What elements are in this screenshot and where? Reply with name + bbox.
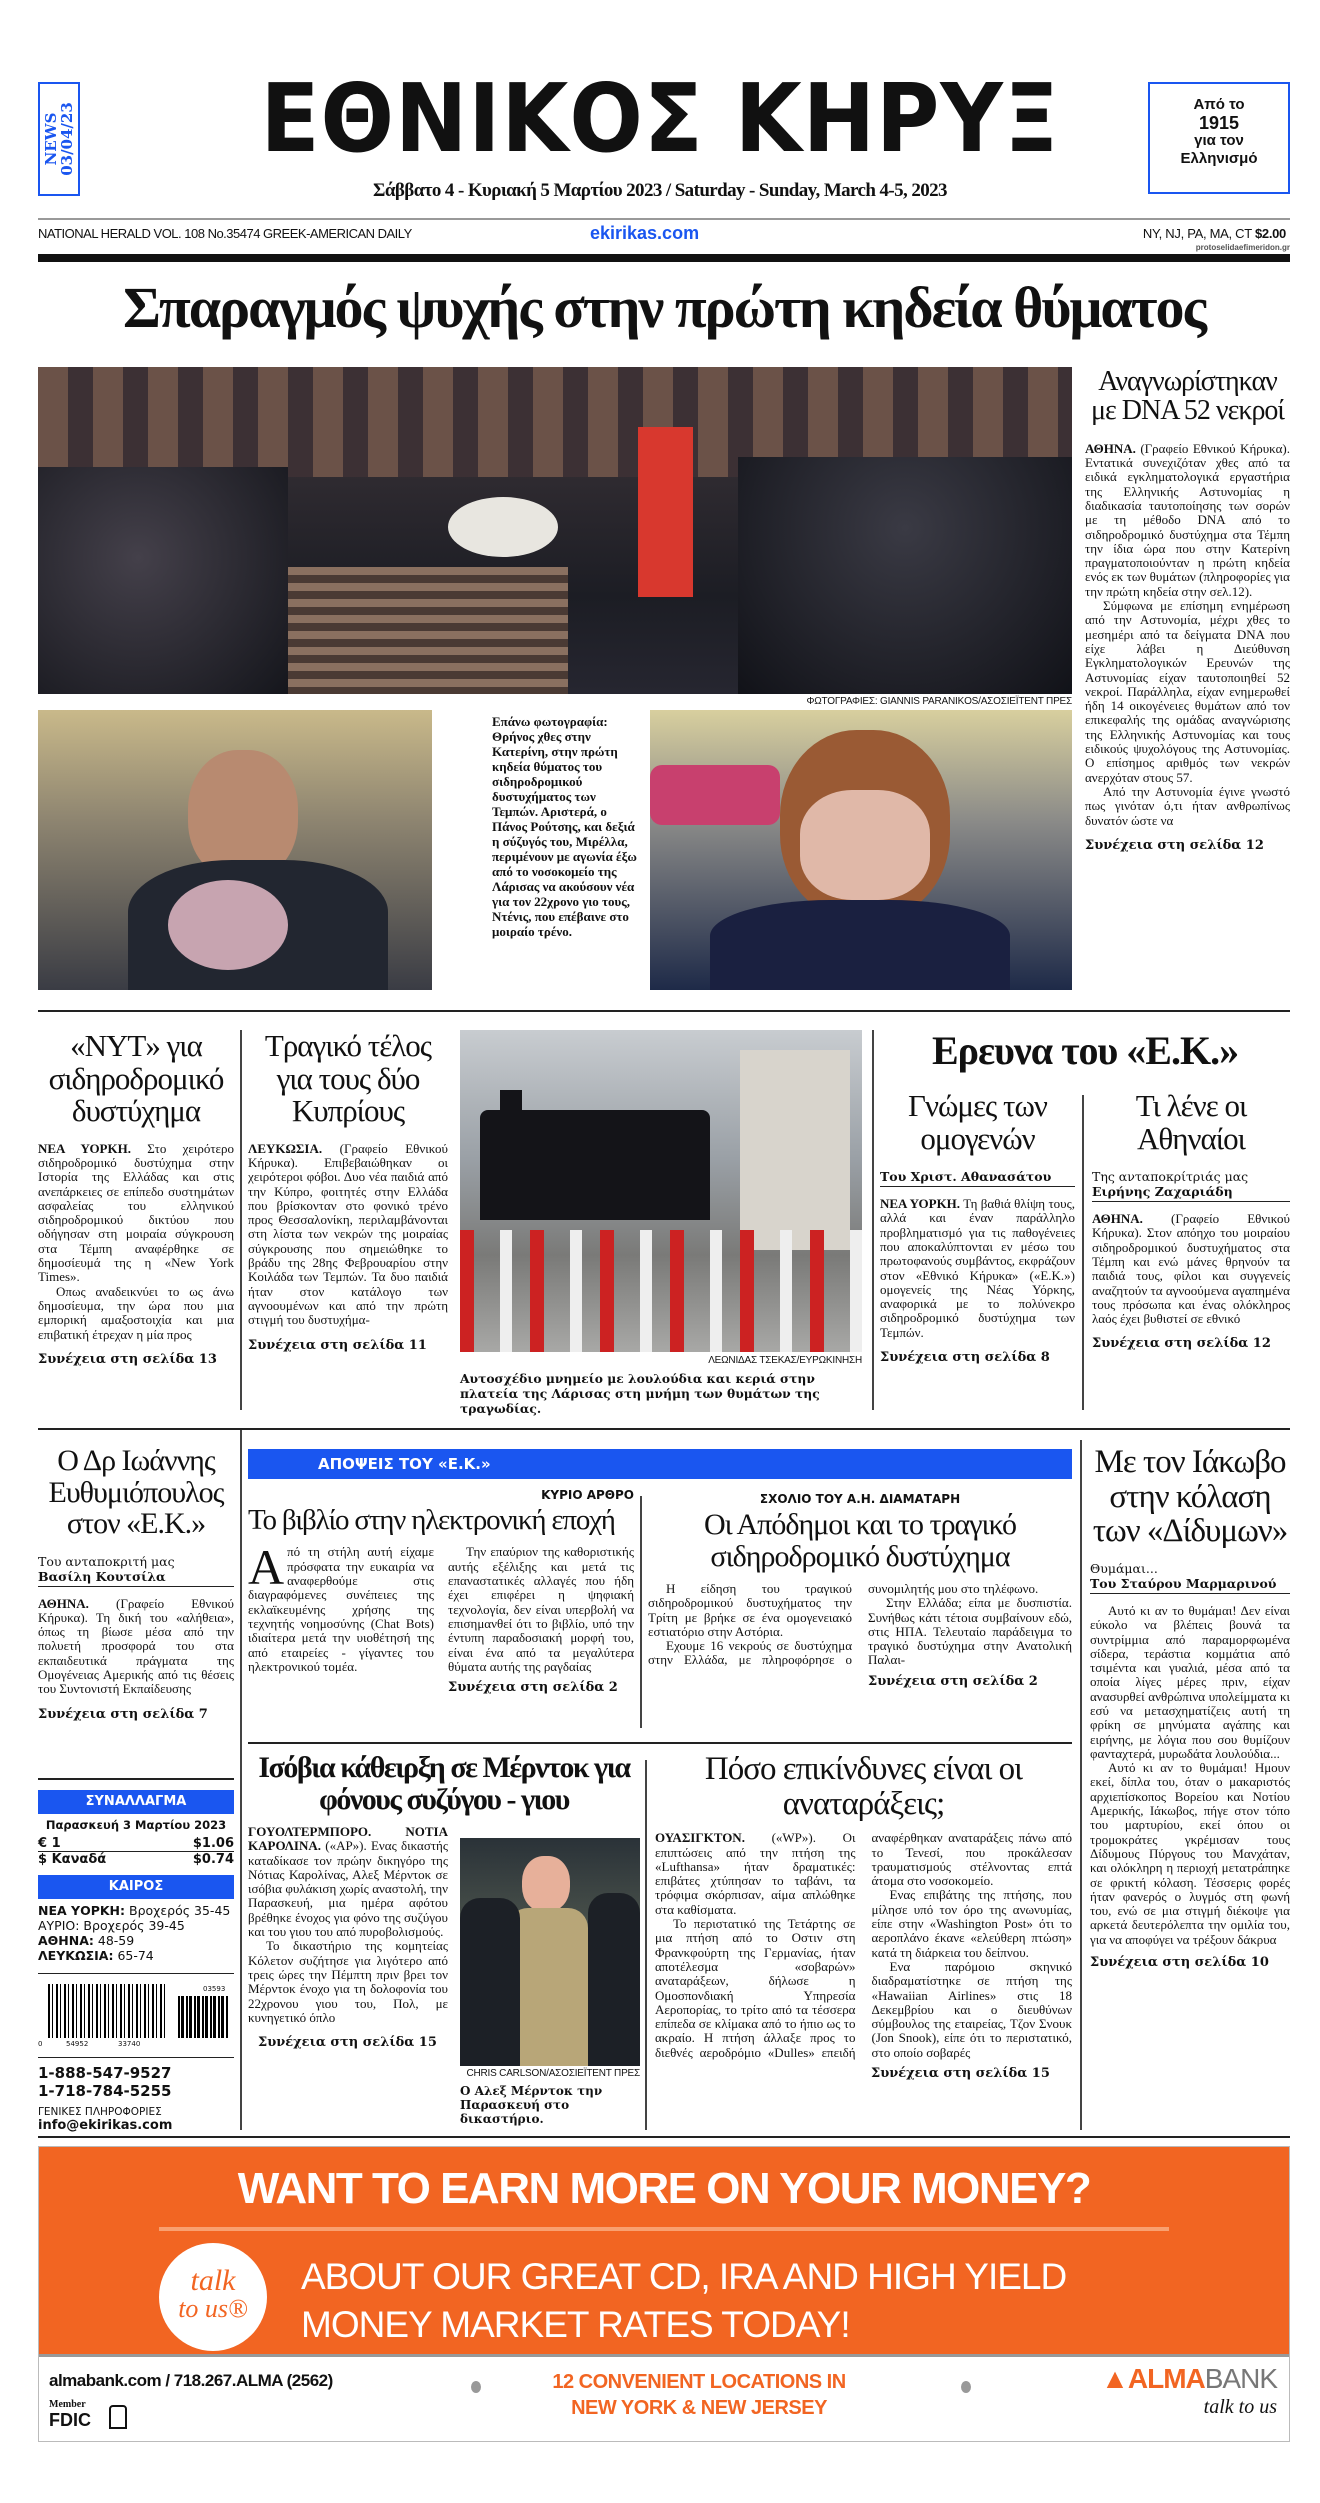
cypriots-headline: Τραγικό τέλος για τους δύο Κυπρίους	[264, 1028, 432, 1129]
paragraph: (Γραφείο Εθνικού Κήρυκα). Τη δική του «αλήθεια», όπως τη βίωσε μέσα από την πολυετή προσφορά του στα εκπαιδευτικά πράγματα της Ομογένειας Αμερικής από τις θέσεις του Συντονιστή Εκπαίδευσης	[38, 1595, 234, 1697]
memorial-caption: Αυτοσχέδιο μνημείο με λουλούδια και κεριά στην πλατεία της Λάρισας στη μνήμη των θυμάτων της τραγωδίας.	[460, 1371, 820, 1416]
city: ΝΕΑ ΥΟΡΚΗ:	[38, 1903, 126, 1918]
volume-info: NATIONAL HERALD VOL. 108 No.35474 GREEK-AMERICAN DAILY	[38, 226, 412, 241]
divider	[38, 1428, 1290, 1430]
paragraph: Το περιστατικό της Τετάρτης σε μια πτήση από το Οστιν στη Φρανκφούρτη της Γερμανίας, ήταν αποτέλεσμα «σοβαρών» αναταράξεων, δήλωσε η Ομοσπονδιακή Υπηρεσία Αεροπορίας, το τρίτο από τα τέσσερα επίπεδα σε κλίμακα από το ήπιο ως το ακραίο. Η πτήση άλλαξε προς το διεθνές αεροδρόμιο «Dulles» επειδή αναφέρθηκαν αναταράξεις πάνω από το Τενεσί, που προκάλεσαν τραυματισμούς στέλνοντας επτά άτομα στο νοσοκομείο.	[655, 1830, 1072, 2060]
alma-bank-logo	[1101, 2363, 1277, 2419]
rate-label: € 1	[38, 1836, 61, 1851]
ad-contact[interactable]: almabank.com / 718.267.ALMA (2562)	[49, 2371, 333, 2390]
column-rule	[240, 1430, 242, 2130]
badge-text: to us®	[178, 2294, 248, 2323]
continued-link[interactable]: Συνέχεια στη σελίδα 15	[258, 2035, 437, 2051]
weather-list	[38, 1903, 234, 1963]
rates-list	[38, 1836, 234, 1867]
phone[interactable]: 1-718-784-5255	[38, 2082, 172, 2100]
forecast: ΑΥΡΙΟ: Βροχερός 39-45	[38, 1918, 185, 1933]
bullet-icon	[961, 2381, 971, 2393]
murdaugh-headline: Ισόβια κάθειρξη σε Μέρντοκ για φόνους συζύγου - γιου	[258, 1751, 630, 1816]
badge-text: talk	[190, 2264, 236, 2297]
forecast: 48-59	[97, 1933, 135, 1948]
survey-left-body	[880, 1197, 1075, 1340]
photo-credit: CHRIS CARLSON/ΑΣΟΣΙΕΪΤΕΝΤ ΠΡΕΣ	[466, 2068, 640, 2079]
turbulence-body	[655, 1831, 1072, 2060]
column-rule	[1080, 1440, 1082, 2130]
divider	[248, 1742, 1072, 1744]
divider	[38, 1010, 1290, 1012]
ad-orange-panel	[39, 2147, 1289, 2357]
author: Του Χριστ. Αθανασάτου	[880, 1169, 1052, 1185]
continued-link[interactable]: Συνέχεια στη σελίδα 15	[871, 2066, 1050, 2082]
date-line: Σάββατο 4 - Κυριακή 5 Μαρτίου 2023 / Saturday - Sunday, March 4-5, 2023	[373, 180, 947, 201]
paragraph: Στο χειρότερο σιδηροδρομικό δυστύχημα στην Ιστορία της Ελλάδας και στις ανεπάρκειες σε επίπεδο συστημάτων ασφαλείας του ελληνικού σιδηροδρομικού δικτύου που οδήγησαν στη μοιραία σύγκρουση στα Τέμπη αναφέρθηκε σε δημοσίευμά της η «New York Times».	[38, 1140, 234, 1285]
paragraph: Ενας επιβάτης της πτήσης, που μίλησε υπό τον όρο της ανωνυμίας, είπε στην «Washington Post» ότι το αεροπλάνο έκανε «ελεύθερη πτώση» κατά τη διάρκεια του δείπνου.	[871, 1887, 1072, 1960]
dateline: ΟΥΑΣΙΓΚΤΟΝ.	[655, 1830, 745, 1846]
memorial-photo	[460, 1030, 862, 1352]
nyt-story	[38, 1030, 234, 1367]
drop-cap: Α	[248, 1539, 285, 1596]
column-rule	[240, 1030, 242, 1410]
ad-body-line: ABOUT OUR GREAT CD, IRA AND HIGH YIELD	[301, 2256, 1067, 2297]
weather-row	[38, 1948, 234, 1963]
turbulence-headline: Πόσο επικίνδυνες είναι οι αναταράξεις;	[704, 1751, 1023, 1822]
weather-row	[38, 1933, 234, 1948]
author: Βασίλη Κουτσίλα	[38, 1568, 166, 1584]
forecast: 65-74	[117, 1948, 154, 1963]
price: $2.00	[1254, 226, 1286, 241]
father-photo	[38, 710, 432, 990]
paragraph: Εχουμε 16 νεκρούς σε δυστύχημα στην Ελλάδα, με πληροφόρησε ο συνομιλητής μου στο τηλέφωνο.	[648, 1581, 1039, 1668]
exchange-date: Παρασκευή 3 Μαρτίου 2023	[45, 1818, 227, 1832]
dateline: ΝΕΑ ΥΟΡΚΗ.	[38, 1140, 131, 1156]
dna-body	[1085, 442, 1290, 828]
continued-link[interactable]: Συνέχεια στη σελίδα 10	[1090, 1955, 1269, 1971]
photo-credit: ΦΩΤΟΓΡΑΦΙΕΣ: GIANNIS PARANIKOS/ΑΣΟΣΙΕΪΤΕΝΤ ΠΡΕΣ	[806, 696, 1072, 707]
divider	[38, 1778, 234, 1780]
paragraph: Η είδηση του τραγικού σιδηροδρομικού δυστυχήματος την Τρίτη με βρήκε σε ένα ομογενειακό εστιατόριο στην Αστόρια.	[648, 1581, 852, 1639]
barcode-digit: 54952	[66, 2040, 89, 2048]
column-rule	[1082, 1095, 1084, 1410]
rate-row	[38, 1852, 234, 1867]
byline	[880, 1169, 1075, 1187]
website-link[interactable]: ekirikas.com	[590, 223, 700, 243]
mother-photo	[650, 710, 1072, 990]
bank-ad[interactable]	[38, 2146, 1290, 2442]
rate-value: $1.06	[192, 1836, 234, 1851]
cypriots-story	[248, 1030, 448, 1353]
city: ΑΘΗΝΑ:	[38, 1933, 94, 1948]
rate-value: $0.74	[192, 1852, 234, 1867]
weather-row	[38, 1918, 234, 1933]
since-line: Ελληνισμό	[1180, 150, 1258, 167]
logo-mark-icon: ▲	[1101, 2363, 1128, 2394]
byline-role: Θυμάμαι...	[1090, 1560, 1158, 1576]
dateline: ΝΕΑ ΥΟΡΚΗ.	[880, 1196, 961, 1212]
turbulence-story	[655, 1752, 1072, 2081]
brand-alma: ALMA	[1127, 2363, 1205, 2394]
weather-title: ΚΑΙΡΟΣ	[38, 1875, 234, 1899]
paragraph: Αυτό κι αν το θυμάμαι! Δεν είναι εύκολο να βλέπεις βουνά τα συντρίμμια από παραμορφωμένα σίδερα, τεράστια κομμάτια από τσιμέντα και γυαλιά, μέσα από τα οποία λίγες μέρες πριν, είχαν ανασυρθεί ανθρώπινα υπολείμματα κι εσύ να μετασχηματίζεις αυτή τη φρίκη σε μηνύματα αγάπης και ειρήνης, με λόγια που σου θυμίζουν φανταχτερά, μυρωδάτα λουλούδια...	[1090, 1602, 1290, 1761]
barcode-digit: 33740	[118, 2040, 141, 2048]
column-rule	[645, 1760, 647, 2130]
barcode-digit: 0	[38, 2040, 43, 2048]
nyt-body	[38, 1142, 234, 1342]
dateline: ΑΘΗΝΑ.	[38, 1595, 89, 1611]
byline	[1090, 1561, 1290, 1594]
paragraph: (Γραφείο Εθνικού Κήρυκα). Στον απόηχο του μοιραίου σιδηροδρομικού δυστυχήματος στα Τέμπη και ενώ μάνες θρηνούν τα παιδιά τους, φίλοι και συγγενείς αναζητούν τα αγνοούμενα αγαπημένα τους πρόσωπα και ένας ολόκληρος λαός έχει βυθιστεί σε εθνικό	[1092, 1211, 1290, 1327]
stamp-date: 03/04/23	[58, 102, 76, 176]
brand-tagline: talk to us	[1203, 2396, 1277, 2418]
paragraph: πό τη στήλη αυτή είχαμε πρόσφατα την ευκαιρία να αναφερθούμε στις διαγραφόμενες συνέπειες της εκλαϊκευμένης χρήσης της τεχνητής νοημοσύνης (Chat Bots) ιδιαίτερα μετά την υιοθέτησή της από εταιρείες - γίγαντες του ηλεκτρονικού τομέα.	[248, 1544, 434, 1674]
murdaugh-body	[248, 1825, 448, 2025]
funeral-photo	[38, 367, 1072, 694]
fdic-text: FDIC	[49, 2410, 91, 2430]
sidebar-info	[38, 1790, 234, 2133]
continued-link[interactable]: Συνέχεια στη σελίδα 2	[448, 1680, 618, 1696]
comment-body	[648, 1582, 1072, 1668]
weather-row	[38, 1903, 234, 1918]
exchange-title: ΣΥΝΑΛΛΑΓΜΑ	[38, 1790, 234, 1814]
barcode-digit: 03593	[203, 1985, 226, 1993]
survey-left	[880, 1090, 1075, 1365]
interview-headline: Ο Δρ Ιωάννης Ευθυμιόπουλος στον «Ε.Κ.»	[48, 1444, 224, 1540]
bullet-icon	[471, 2381, 481, 2393]
comment	[648, 1492, 1072, 1689]
phone[interactable]: 1-888-547-9527	[38, 2064, 172, 2082]
paragraph: Τη βαθιά θλίψη τους, αλλά και έναν παράλληλο προβληματισμό για τις παθογένειες που αποκαλύπτονται εν μέσω του πρωτοφανούς συμβάντος, εκφράζουν στον «Εθνικό Κήρυκα» («Ε.Κ.») ομογενείς της Νέας Υόρκης, αναφορικά με το πολύνεκρο σιδηροδρομικό δυστύχημα των Τεμπών.	[880, 1196, 1075, 1340]
continued-link[interactable]: Συνέχεια στη σελίδα 12	[1085, 837, 1264, 853]
barcode	[38, 1973, 234, 2057]
paragraph: (Γραφείο Εθνικού Κήρυκα). Εντατικά συνεχιζόταν χθες από τα ειδικά εγκληματολογικά εργαστήρια της Ελληνικής Αστυνομίας η διαδικασία ταυτοποίησης των σορών με τη μέθοδο DNA από το σιδηροδρομικό δυστύχημα στα Τέμπη την ίδια ώρα που στην Κατερίνη πραγματοποιούνταν η πρώτη κηδεία ενός εκ των θυμάτων (πληροφορίες για την πρώτη κηδεία στην σελ.12).	[1085, 440, 1290, 599]
paragraph: («WP»). Οι επιπτώσεις από την πτήση της «Lufthansa» ήταν δραματικές: επιβάτες χτύπησαν το ταβάνι, τα τρόφιμα σκόρπισαν, αίμα απλώθηκε στα καθίσματα.	[655, 1830, 856, 1917]
continued-link[interactable]: Συνέχεια στη σελίδα 12	[1092, 1336, 1271, 1352]
ad-headline: WANT TO EARN MORE ON YOUR MONEY?	[237, 2164, 1091, 2213]
dateline: ΑΘΗΝΑ.	[1092, 1211, 1143, 1227]
watermark: protoselidaefimeridon.gr	[1195, 243, 1290, 252]
thick-divider	[38, 254, 1290, 262]
editorial-body	[248, 1539, 634, 1674]
paragraph: Στην Ελλάδα; είπα με δυσπιστία. Συνήθως κάτι τέτοια συμβαίνουν εδώ, στις ΗΠΑ. Τελευταίο παράδειγμα το τραγικό δυστύχημα στην Ανατολική Παλαι-	[868, 1595, 1072, 1668]
forecast: Βροχερός 35-45	[129, 1903, 231, 1918]
author: Ειρήνης Ζαχαριάδη	[1092, 1184, 1233, 1200]
author: Του Σταύρου Μαρμαρινού	[1090, 1575, 1277, 1591]
interview-story	[38, 1445, 234, 1722]
column-rule	[640, 1496, 642, 1728]
murdaugh-photo	[460, 1838, 640, 2066]
photo-caption: Ο Αλεξ Μέρντοκ την Παρασκευή στο δικαστήριο.	[460, 2084, 603, 2126]
dateline: ΓΟΥΟΛΤΕΡΜΠΟΡΟ. ΝΟΤΙΑ ΚΑΡΟΛΙΝΑ.	[248, 1824, 448, 1854]
equal-housing-icon	[109, 2405, 127, 2429]
photo-credit: ΛΕΩΝΙΔΑΣ ΤΣΕΚΑΣ/ΕΥΡΩΚΙΝΗΣΗ	[708, 1355, 862, 1366]
masthead-title: ΕΘΝΙΚΟΣ ΚΗΡΥΞ	[260, 65, 1060, 174]
survey-right-body	[1092, 1212, 1290, 1326]
price-states: NY, NJ, PA, MA, CT	[1142, 226, 1252, 241]
byline-role: Της ανταποκρίτριάς μας	[1092, 1169, 1249, 1185]
continued-link[interactable]: Συνέχεια στη σελίδα 11	[248, 1337, 427, 1353]
since-year: 1915	[1198, 113, 1240, 133]
iakovos-story	[1090, 1445, 1290, 1970]
stamp-label: NEWS	[42, 112, 60, 166]
survey-section	[880, 1030, 1290, 1072]
continued-link[interactable]: Συνέχεια στη σελίδα 7	[38, 1706, 208, 1722]
byline-role: Του ανταποκριτή μας	[38, 1553, 175, 1569]
murdaugh-story	[248, 1751, 640, 2126]
fdic-member: Member	[49, 2399, 86, 2410]
paragraph: (Γραφείο Εθνικού Κήρυκα). Επιβεβαιώθηκαν οι χειρότεροι φόβοι. Δυο νέα παιδιά από την Κύπρο, φοιτητές στην Ελλάδα που βρίσκονταν στο φονικό τρένο προς Θεσσαλονίκη, περιλαμβάνονται στη λίστα των νεκρών της μοιραίας σύγκρουσης που σημειώθηκε το βράδυ της 28ης Φεβρουαρίου στην Κοιλάδα των Τεμπών. Τα δυο παιδιά ήταν στον κατάλογο των αγνοουμένων και από την πρώτη στιγμή του δυστυχήμα-	[248, 1140, 448, 1328]
lead-headline: Σπαραγμός ψυχής στην πρώτη κηδεία θύματος	[123, 275, 1205, 340]
paragraph: Αυτό κι αν το θυμάμαι! Ημουν εκεί, δίπλα του, όταν ο μακαριστός αρχιεπίσκοπος Βορείου και Νοτίου Αμερικής, Ιάκωβος, πήγε στον τόπο του μαρτυρίου, εκεί όπου οι τρομοκράτες γκρέμισαν τους Δίδυμους Πύργους του Μανχάταν, και ολόκληρη η περιοχή μετατράπηκε σε φρικτή κόλαση. Τέσσερις φορές ήταν φανερός ο λυγμός στη φωνή του, ενώ σε μια στιγμή διέκοψε για αρκετά δευτερόλεπτα την ομιλία του, για να αποφύγει να τρέξουν δάκρυα	[1090, 1760, 1290, 1947]
brand-bank: BANK	[1204, 2363, 1277, 2394]
continued-link[interactable]: Συνέχεια στη σελίδα 13	[38, 1351, 217, 1367]
divider	[38, 218, 1290, 220]
interview-body	[38, 1597, 234, 1697]
paragraph: Ενα παρόμοιο σκηνικό διαδραματίστηκε σε πτήση της «Hawaiian Airlines» στις 18 Δεκεμβρίου και ο διευθύνων σύμβουλος της εταιρείας, Τζον Σνουκ (Jon Snook), είπε ότι το περιστατικό, στο οποίο σοβαρές	[871, 1958, 1072, 2060]
paragraph: Το δικαστήριο της κομητείας Κόλετον συζήτησε για λιγότερο από τρεις ώρες την Πέμπτη πριν βρει τον Μέρντοκ ένοχο για τη δολοφονία του 22χρονου γιου του, Πολ, με κυνηγετικό όπλο	[248, 1938, 448, 2025]
info-label: ΓΕΝΙΚΕΣ ΠΛΗΡΟΦΟΡΙΕΣ	[38, 2106, 162, 2118]
dateline: ΑΘΗΝΑ.	[1085, 440, 1136, 456]
fdic-logo	[49, 2399, 91, 2430]
paragraph: Σύμφωνα με επίσημη ενημέρωση από την Αστυνομία, μέχρι χθες το μεσημέρι από τα δείγματα DNA που είχε λάβει η Διεύθυνση Εγκληματολογικών Ερευνών της Αστυνομίας είχαν ταυτοποιηθεί 52 νεκροί. Παράλληλα, είχαν ενημερωθεί ήδη 14 οικογένειες θυμάτων από τον επικεφαλής της ομάδας αναγνώρισης της Ελληνικής Αστυνομίας και τους ειδικούς ψυχολόγους της Αστυνομίας. Ο επίσημος αριθμός των νεκρών ανερχόταν στους 57.	[1085, 598, 1290, 785]
date-stamp	[38, 82, 80, 196]
comment-headline: Οι Απόδημοι και το τραγικό σιδηροδρομικό δυστύχημα	[703, 1508, 1017, 1573]
survey-right	[1092, 1090, 1290, 1351]
byline	[1092, 1169, 1290, 1202]
editorial-kicker: ΚΥΡΙΟ ΑΡΘΡΟ	[541, 1488, 634, 1502]
survey-headline: Ερευνα του «Ε.Κ.»	[931, 1028, 1239, 1073]
photo-caption: Επάνω φωτογραφία: Θρήνος χθες στην Κατερίνη, στην πρώτη κηδεία θύματος του σιδηροδρομικού δυστυχήματος των Τεμπών. Αριστερά, ο Πάνος Ρούτσης, και δεξιά η σύζυγός του, Μιρέλλα, περιμένουν με αγωνία έξω από το νοσοκομείο της Λάρισας να ακούσουν νέα για τον 22χρονο γιο τους, Ντένις, που επέβαινε στο μοιραίο τρένο.	[492, 714, 637, 939]
iakovos-headline: Με τον Ιάκωβο στην κόλαση των «Δίδυμων»	[1092, 1444, 1288, 1550]
continued-link[interactable]: Συνέχεια στη σελίδα 8	[880, 1350, 1050, 1366]
since-box	[1148, 82, 1290, 194]
since-line: για τον	[1194, 132, 1244, 149]
continued-link[interactable]: Συνέχεια στη σελίδα 2	[868, 1673, 1038, 1689]
ad-locations	[509, 2369, 889, 2421]
locations-line: NEW YORK & NEW JERSEY	[571, 2397, 827, 2419]
dna-story	[1085, 367, 1290, 853]
price-info	[1143, 226, 1286, 241]
talk-to-us-badge	[159, 2243, 267, 2351]
paragraph: Από την Αστυνομία έγινε γνωστό πως γινόταν ό,τι ήταν ανθρωπίνως δυνατόν ώστε να	[1085, 783, 1290, 828]
cypriots-body	[248, 1142, 448, 1328]
comment-kicker: ΣΧΟΛΙΟ ΤΟΥ Α.Η. ΔΙΑΜΑΤΑΡΗ	[759, 1492, 961, 1506]
survey-left-headline: Γνώμες των ομογενών	[908, 1088, 1047, 1156]
rate-label: $ Καναδά	[38, 1852, 107, 1867]
dateline: ΛΕΥΚΩΣΙΑ.	[248, 1140, 323, 1156]
ad-body-line: MONEY MARKET RATES TODAY!	[301, 2304, 850, 2345]
divider	[38, 2136, 1290, 2138]
paragraph: Οπως αναδεικνύει το ως άνω δημοσίευμα, την ώρα που μια εμπορική αμαξοστοιχία και μια επιβατική έτρεχαν η μία προς	[38, 1283, 234, 1342]
paragraph: Την επαύριον της καθοριστικής αυτής εξέλιξης και μετά τις επαναστατικές αλλαγές που ήδη έχει επιφέρει η ψηφιακή τεχνολογία, δεν είναι υπερβολή να επισημανθεί ότι το βιβλίο, υπό την έντυπη παραδοσιακή μορφή του, είναι ένα από τα μεγαλύτερα θύματα αυτής της ραγδαίας	[448, 1544, 634, 1674]
editorial-headline: Το βιβλίο στην ηλεκτρονική εποχή	[248, 1504, 615, 1536]
dna-headline: Αναγνωρίστηκαν με DNA 52 νεκροί	[1091, 366, 1284, 427]
byline	[38, 1554, 234, 1587]
editorial	[248, 1488, 634, 1695]
opinions-banner: ΑΠΟΨΕΙΣ ΤΟΥ «Ε.Κ.»	[248, 1449, 1072, 1479]
iakovos-body	[1090, 1604, 1290, 1947]
survey-right-headline: Τι λένε οι Αθηναίοι	[1135, 1088, 1247, 1156]
paragraph: («AP»). Ενας δικαστής καταδίκασε τον πρώην δικηγόρο της Νότιας Καρολίνας, Αλεξ Μέρντοκ σε ισόβια φυλάκιση χωρίς αναστολή, την Παρασκευή, μια ημέρα αφότου βρέθηκε ένοχος για φόνο της συζύγου και του γιου του από πυροβολισμούς.	[248, 1838, 449, 1940]
nyt-headline: «NYT» για σιδηροδρομικό δυστύχημα	[48, 1028, 224, 1129]
city: ΛΕΥΚΩΣΙΑ:	[38, 1948, 114, 1963]
locations-line: 12 CONVENIENT LOCATIONS IN	[552, 2371, 846, 2393]
column-rule	[872, 1030, 874, 1410]
email-link[interactable]: info@ekirikas.com	[38, 2118, 173, 2133]
since-line: Από το	[1193, 96, 1245, 113]
rate-row	[38, 1836, 234, 1852]
